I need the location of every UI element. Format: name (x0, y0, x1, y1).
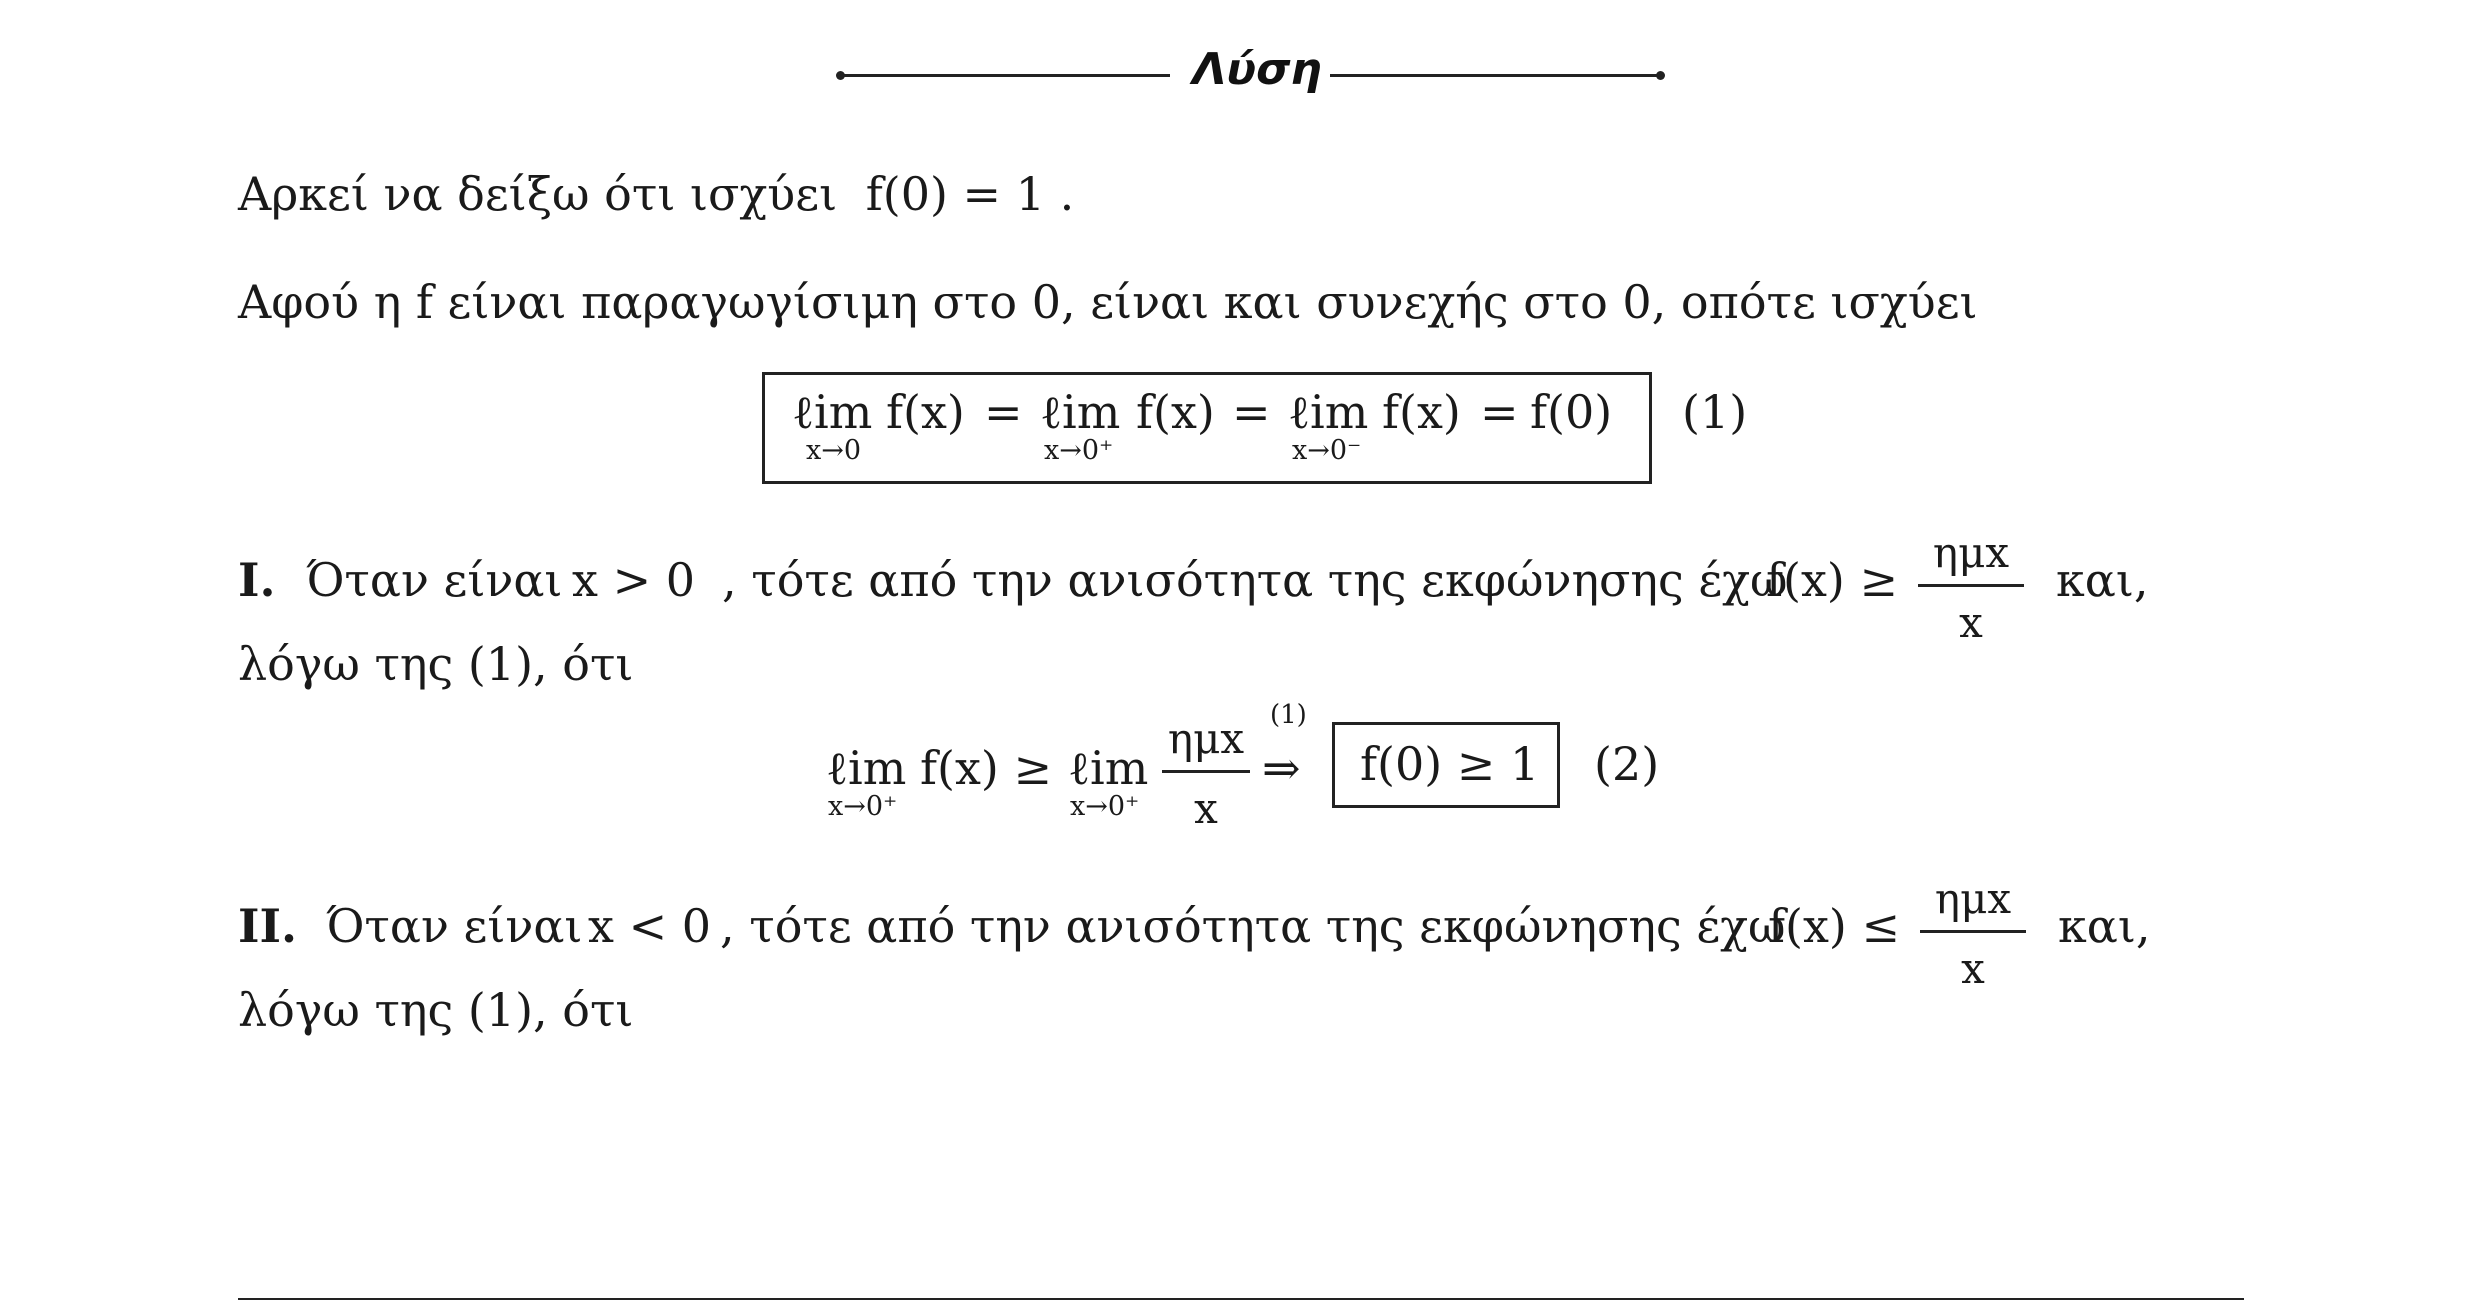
eq1-eq-1: = (984, 385, 1023, 439)
part-ii-inequality: f(x) ≤ (1768, 899, 1901, 953)
eq1-eq-2: = (1232, 385, 1271, 439)
part-i-text-b: , τότε από την ανισότητα της εκφώνησης έχω (722, 553, 1788, 607)
part-i-label: I. (238, 553, 276, 607)
part-ii-text-a: Όταν είναι (326, 899, 583, 953)
bottom-rule (238, 1298, 2244, 1300)
part-ii-line-2: λόγω της (1), ότι (238, 983, 634, 1037)
paragraph-2: Αφού η f είναι παραγωγίσιμη στο 0, είναι και συνεχής στο 0, οπότε ισχύει (238, 275, 1978, 329)
eq1-sub-2: x→0⁺ (1044, 435, 1114, 466)
eq2-lim-2: ℓim (1068, 741, 1149, 795)
eq1-fx-1: f(x) (886, 385, 965, 439)
part-i-frac-denominator: x (1959, 598, 1983, 647)
eq1-fx-3: f(x) (1382, 385, 1461, 439)
paragraph-1-math: f(0) = 1 . (865, 167, 1075, 221)
eq2-arrow: ⇒ (1262, 741, 1301, 795)
part-ii-label: II. (238, 899, 298, 953)
eq1-lim-3: ℓim (1288, 385, 1369, 439)
eq2-frac-bar (1162, 770, 1250, 773)
header-right-rule (1330, 74, 1660, 77)
equation-1-tag: (1) (1682, 385, 1748, 439)
part-ii-frac-bar (1920, 930, 2026, 933)
part-ii-frac-numerator: ημx (1934, 874, 2012, 923)
part-i-text-a: Όταν είναι (306, 553, 563, 607)
paragraph-1 (238, 162, 1074, 226)
eq1-fx-2: f(x) (1136, 385, 1215, 439)
part-ii-text-c: και, (2058, 899, 2151, 953)
part-i-frac-bar (1918, 584, 2024, 587)
eq1-sub-1: x→0 (806, 435, 862, 466)
eq1-lim-1: ℓim (792, 385, 873, 439)
part-i-frac-numerator: ημx (1932, 528, 2010, 577)
part-ii-text-b: , τότε από την ανισότητα της εκφώνησης έχω (720, 899, 1786, 953)
part-ii-condition: x < 0 (588, 899, 711, 953)
eq2-arrow-label: (1) (1270, 700, 1307, 730)
header-right-dot (1656, 71, 1665, 80)
part-i-inequality: f(x) ≥ (1766, 553, 1899, 607)
equation-2-tag: (2) (1594, 737, 1660, 791)
eq1-sub-3: x→0⁻ (1292, 435, 1362, 466)
eq2-lim-1: ℓim (826, 741, 907, 795)
part-i-text-c: και, (2056, 553, 2149, 607)
eq2-sub-1: x→0⁺ (828, 791, 898, 822)
part-i-line-2: λόγω της (1), ότι (238, 637, 634, 691)
paragraph-1-text: Αρκεί να δείξω ότι ισχύει (238, 167, 838, 221)
header-left-rule (840, 74, 1170, 77)
eq1-lim-2: ℓim (1040, 385, 1121, 439)
eq2-frac-numerator: ημx (1167, 714, 1245, 763)
part-ii-frac-denominator: x (1961, 944, 1985, 993)
eq1-eq-3: = (1480, 385, 1519, 439)
eq2-result: f(0) ≥ 1 (1360, 737, 1540, 791)
part-i-condition: x > 0 (572, 553, 695, 607)
eq2-sub-2: x→0⁺ (1070, 791, 1140, 822)
eq2-frac-denominator: x (1194, 784, 1218, 833)
eq1-f0: f(0) (1530, 385, 1613, 439)
eq2-fx: f(x) ≥ (920, 741, 1053, 795)
header-title: Λύση (1192, 44, 1322, 95)
